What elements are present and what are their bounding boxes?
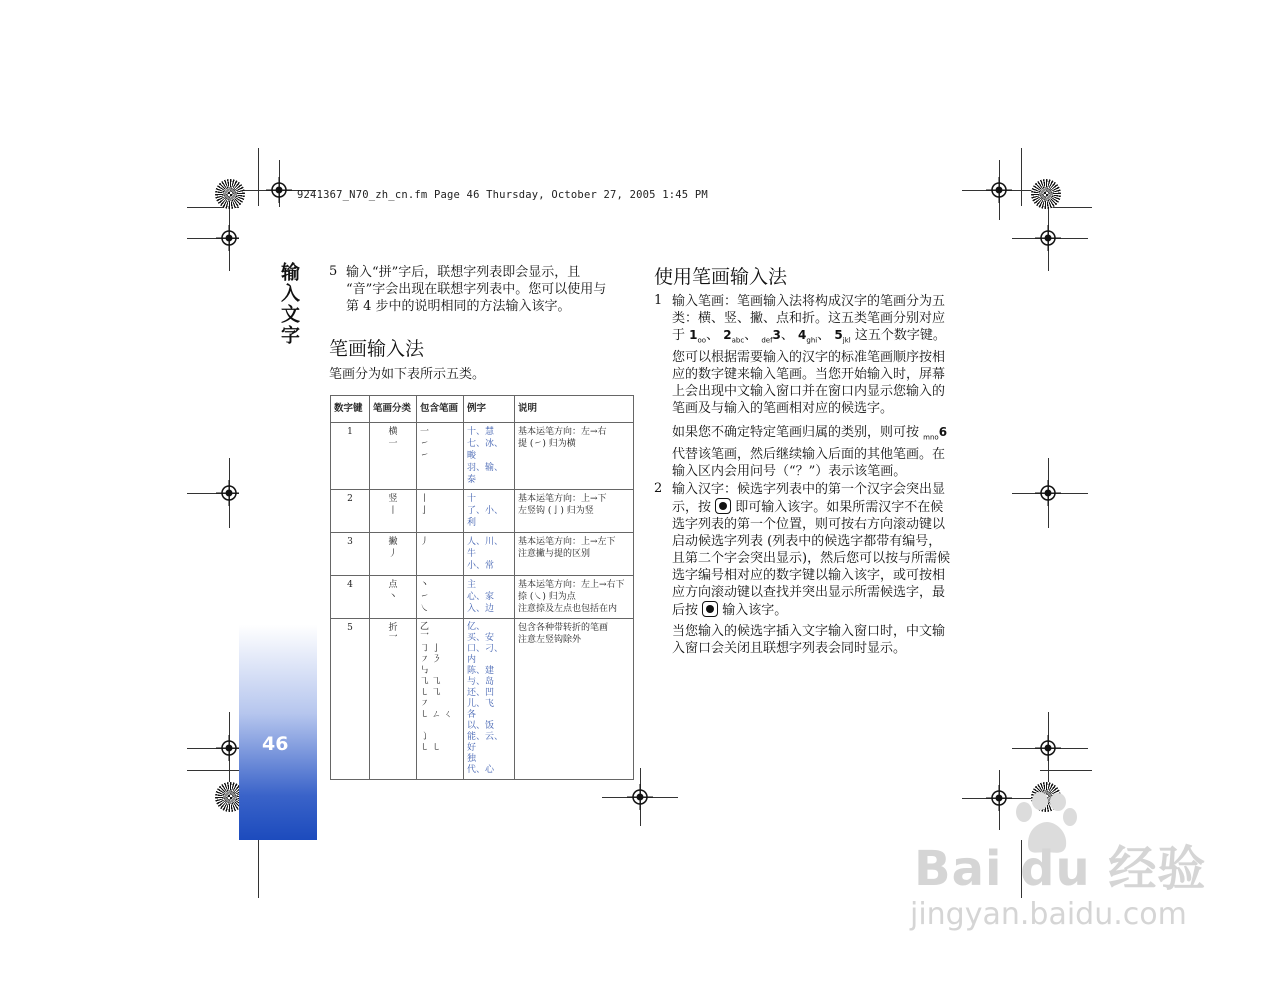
- text-line: 以、饭: [467, 721, 495, 731]
- category-cell: [370, 490, 417, 533]
- select-key-icon: [715, 498, 731, 514]
- strokes-cell: [417, 619, 464, 780]
- text-line: 各: [467, 710, 477, 720]
- text-line: 基本运笔方向：上→下: [518, 494, 607, 504]
- text-line: 代、心: [467, 765, 495, 775]
- key-6-icon: [923, 424, 947, 446]
- note-cell: [515, 619, 634, 780]
- watermark-url: jingyan.baidu.com: [910, 897, 1187, 932]
- text-line: 丿: [388, 549, 398, 559]
- text-line: 十: [467, 494, 477, 504]
- text-line: 入窗口会关闭且联想字列表会同时显示。: [672, 641, 907, 656]
- registration-mark-icon: [1035, 225, 1061, 251]
- category-cell: [370, 619, 417, 780]
- key-letters: abc: [731, 336, 745, 345]
- text-line: 基本运笔方向：左→右: [518, 427, 607, 437]
- text-line: 输入“拼”字后，联想字列表即会显示，且: [346, 265, 581, 280]
- registration-mark-icon: [627, 784, 653, 810]
- text-line: [420, 721, 460, 732]
- registration-mark-icon: [1035, 480, 1061, 506]
- examples-cell: [464, 490, 515, 533]
- text-line: 您可以根据需要输入的汉字的标准笔画顺序按相: [672, 350, 946, 365]
- text-line: 笔画及与输入的笔画相对应的候选字。: [672, 401, 894, 416]
- key-cell: 4: [331, 576, 370, 619]
- table-row: [331, 533, 634, 576]
- text-line: 输入笔画：笔画输入法将构成汉字的笔画分为五: [672, 294, 946, 309]
- text-line: ㇇: [420, 699, 430, 709]
- key-cell: 3: [331, 533, 370, 576]
- stroke-table: [330, 395, 634, 780]
- text-line: 横: [388, 427, 398, 437]
- column-header: 包含笔画: [417, 396, 464, 423]
- table-row: [331, 423, 634, 490]
- text-line: 能、云、好: [467, 732, 504, 753]
- text-line: 一: [388, 439, 398, 449]
- column-header: 数字键: [331, 396, 370, 423]
- registration-mark-icon: [986, 785, 1012, 811]
- text-line: 乛: [388, 635, 398, 645]
- key-letters: oo: [697, 336, 707, 345]
- column-header: 笔画分类: [370, 396, 417, 423]
- text-line: 注意捺及左点也包括在内: [518, 604, 618, 614]
- text-line: 买、安: [467, 633, 495, 643]
- text-line: 点: [388, 580, 398, 590]
- text-fragment: 于: [672, 328, 686, 343]
- stroke-order-paragraph: [672, 349, 967, 417]
- key-cell: 2: [331, 490, 370, 533]
- text-line: 还、凹: [467, 688, 495, 698]
- text-line: ㇆ 亅: [420, 644, 441, 654]
- print-sunburst-icon: [215, 179, 245, 209]
- table-row: [331, 619, 634, 780]
- text-line: 基本运笔方向：上→左下: [518, 537, 616, 547]
- step1-text: [672, 293, 967, 349]
- text-line: 代替该笔画，然后继续输入后面的其他笔画。在: [672, 447, 946, 463]
- strokes-cell: [417, 490, 464, 533]
- category-cell: [370, 423, 417, 490]
- note-cell: [515, 490, 634, 533]
- text-fragment: 示，按: [672, 500, 712, 515]
- text-line: 选字编号相对应的数字键以输入该字，或可按相: [672, 568, 946, 583]
- key-digit: 5: [834, 328, 843, 342]
- text-line: 丿: [420, 537, 430, 547]
- text-line: 儿、飞: [467, 699, 495, 709]
- text-line: [672, 601, 967, 619]
- examples-cell: [464, 423, 515, 490]
- step-number: 1: [654, 293, 663, 308]
- category-cell: [370, 576, 417, 619]
- text-fragment: 后按: [672, 603, 699, 618]
- text-line: “音”字会出现在联想字列表中。您可以使用与: [346, 282, 607, 297]
- column-header: 例字: [464, 396, 515, 423]
- select-key-icon: [702, 601, 718, 617]
- section-heading: 笔画输入法: [329, 338, 425, 360]
- text-line: 输入汉字：候选字列表中的第一个汉字会突出显: [672, 482, 946, 497]
- text-line: 了、小、利: [467, 506, 504, 528]
- text-line: 竖: [388, 494, 398, 504]
- text-line: 捺 (㇏) 归为点: [518, 592, 576, 602]
- examples-cell: [464, 533, 515, 576]
- text-line: 十、慧: [467, 427, 495, 437]
- text-line: ㇄ ㇄: [420, 743, 441, 753]
- text-line: 丨: [388, 506, 398, 516]
- table-header-row: [331, 396, 634, 423]
- text-line: [672, 424, 967, 446]
- text-line: 于 $1_{oo}$、 $2_{abc}$、 $_{def}$3、 $4_{ghi}$、 $5_{jkl}$ 这五个数字键。: [672, 327, 967, 349]
- text-line: 基本运笔方向：左上→右下: [518, 580, 625, 590]
- text-line: 与、岛: [467, 677, 495, 687]
- text-line: 上会出现中文输入窗口并在窗口内显示您输入的: [672, 384, 946, 399]
- text-fragment: 即可输入该字。如果所需汉字不在候: [735, 500, 944, 515]
- text-line: ㇀: [420, 592, 430, 602]
- text-line: 当您输入的候选字插入文字输入窗口时，中文输: [672, 624, 946, 639]
- text-line: 注意左竖钩除外: [518, 635, 582, 645]
- file-header: 9241367_N70_zh_cn.fm Page 46 Thursday, October 27, 2005 1:45 PM: [297, 189, 708, 201]
- note-cell: [515, 576, 634, 619]
- key-digit: 4: [798, 328, 807, 342]
- section-heading: 使用笔画输入法: [654, 266, 788, 288]
- text-line: 类：横、竖、撇、点和折。这五类笔画分别对应: [672, 311, 946, 326]
- text-line: [672, 498, 967, 516]
- category-cell: [370, 533, 417, 576]
- text-line: 陈、建: [467, 666, 495, 676]
- step2-text: [672, 481, 967, 619]
- text-line: 亅: [420, 506, 430, 516]
- text-line: 七、冰、畯: [467, 439, 504, 461]
- text-line: 独: [467, 754, 477, 764]
- key-3-icon: [761, 327, 781, 349]
- key-digit: 3: [772, 328, 781, 342]
- text-line: ㇀: [420, 439, 430, 449]
- step5-text: [346, 264, 636, 315]
- text-line: ㇏: [420, 604, 430, 614]
- text-line: 乛: [420, 633, 430, 643]
- chapter-title: 输入文字: [278, 262, 300, 346]
- text-fragment: 输入该字。: [722, 603, 788, 618]
- text-line: 一: [420, 427, 430, 437]
- table-row: [331, 576, 634, 619]
- text-line: 启动候选字列表 (列表中的候选字都带有编号，: [672, 534, 942, 549]
- text-line: ㇀: [420, 451, 430, 461]
- watermark-brand: Bai du 经验: [914, 841, 1207, 897]
- text-line: 第 4 步中的说明相同的方法输入该字。: [346, 299, 571, 314]
- key-digit: 6: [938, 425, 948, 439]
- step-number: 5: [329, 264, 338, 279]
- table-row: [331, 490, 634, 533]
- text-line: 注意撇与提的区别: [518, 549, 591, 559]
- registration-mark-icon: [1035, 735, 1061, 761]
- key-letters: def: [761, 336, 773, 345]
- key-1-icon: [689, 327, 706, 349]
- key-letters: mno: [923, 433, 939, 442]
- registration-mark-icon: [986, 177, 1012, 203]
- text-line: 提 (㇀) 归为横: [518, 439, 576, 449]
- key-letters: ghi: [806, 336, 818, 345]
- registration-mark-icon: [266, 177, 292, 203]
- text-line: ㇄ ㄥ ㄑ: [420, 710, 453, 720]
- step-number: 2: [654, 481, 663, 496]
- text-line: 折: [388, 623, 398, 633]
- text-fragment: 如果您不确定特定笔画归属的类别，则可按: [672, 425, 920, 440]
- text-line: 亿、: [467, 622, 486, 632]
- text-line: 输入区内会用问号（“？”）表示该笔画。: [672, 464, 907, 480]
- text-line: 丶: [388, 592, 398, 602]
- key-letters: jkl: [842, 336, 851, 345]
- text-line: 乙: [420, 622, 430, 632]
- note-cell: [515, 423, 634, 490]
- text-line: ㇇ ㇋: [420, 655, 441, 665]
- text-line: 左竖钩 (亅) 归为竖: [518, 506, 594, 516]
- note-cell: [515, 533, 634, 576]
- text-line: 丶: [420, 580, 430, 590]
- examples-cell: [464, 576, 515, 619]
- text-line: 应的数字键来输入笔画。当您开始输入时，屏幕: [672, 367, 946, 382]
- column-header: 说明: [515, 396, 634, 423]
- key-cell: 1: [331, 423, 370, 490]
- key-cell: 5: [331, 619, 370, 780]
- key-5-icon: [834, 327, 850, 349]
- strokes-cell: [417, 533, 464, 576]
- print-sunburst-icon: [1031, 179, 1061, 209]
- text-line: ㇁: [420, 732, 430, 742]
- text-line: 心、家: [467, 592, 495, 602]
- uncertain-stroke-paragraph: [672, 424, 967, 480]
- text-line: 小、常: [467, 561, 495, 571]
- text-fragment: 这五个数字键。: [854, 328, 946, 343]
- text-line: ㇉: [420, 666, 430, 676]
- text-line: 选字列表的第一个位置，则可按右方向滚动键以: [672, 517, 946, 532]
- strokes-cell: [417, 576, 464, 619]
- text-line: 口、刁、内: [467, 644, 504, 665]
- key-digit: 1: [689, 328, 698, 342]
- examples-cell: [464, 619, 515, 780]
- key-4-icon: [798, 327, 817, 349]
- text-line: 且第二个字会突出显示)，然后您可以按与所需候: [672, 551, 951, 566]
- text-line: 主: [467, 580, 477, 590]
- text-line: 人、川、牛: [467, 537, 504, 559]
- key-digit: 2: [723, 328, 732, 342]
- text-line: 羽、输、泰: [467, 463, 504, 485]
- text-line: 丨: [420, 494, 430, 504]
- page-number: 46: [262, 733, 289, 755]
- text-line: ㇈ ㇈: [420, 677, 441, 687]
- text-line: 撇: [388, 537, 398, 547]
- text-line: ㇄ ㇈: [420, 688, 441, 698]
- strokes-cell: [417, 423, 464, 490]
- text-line: 应方向滚动键以查找并突出显示所需候选字，最: [672, 585, 946, 600]
- text-line: 入、边: [467, 604, 495, 614]
- key-2-icon: [723, 327, 744, 349]
- table-intro: 笔画分为如下表所示五类。: [329, 367, 486, 382]
- text-line: 包含各种带转折的笔画: [518, 623, 609, 633]
- closing-paragraph: [672, 623, 967, 657]
